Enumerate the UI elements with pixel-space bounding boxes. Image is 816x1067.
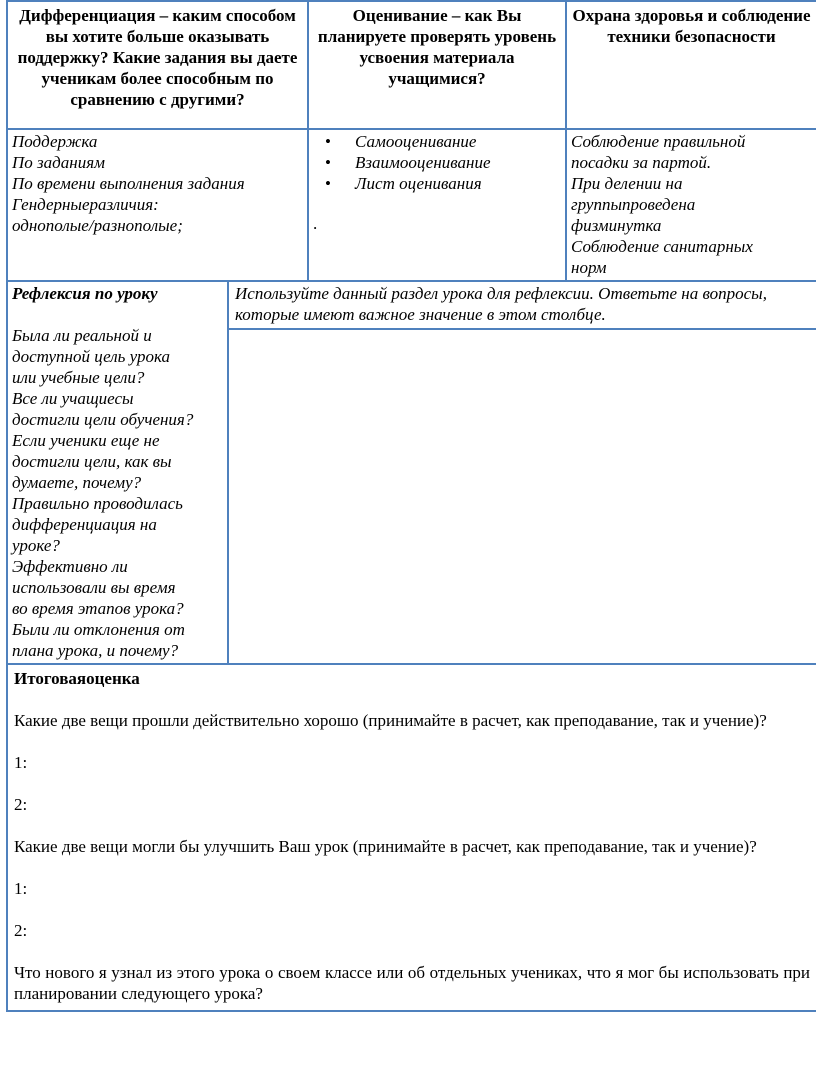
assessment-item: Лист оценивания (355, 174, 482, 193)
reflection-question: Все ли учащиесы (12, 389, 134, 408)
final-title: Итоговаяоценка (14, 669, 140, 688)
reflection-question: достигли цели, как вы (12, 452, 172, 471)
reflection-question: думаете, почему? (12, 473, 142, 492)
reflection-question: Если ученики еще не (12, 431, 160, 450)
reflection-question: доступной цель урока (12, 347, 171, 366)
health-line: Соблюдение санитарных (571, 237, 753, 256)
reflection-answer-cell (228, 329, 816, 664)
final-assessment-cell (7, 664, 816, 1011)
final-question: Какие две вещи прошли действительно хорошо (принимайте в расчет, как преподавание, так и учение)? (14, 711, 767, 730)
reflection-question: уроке? (12, 536, 60, 555)
reflection-question: Эффективно ли (12, 557, 128, 576)
lesson-plan-table (6, 0, 816, 1012)
differentiation-line: Гендерныеразличия: (12, 195, 159, 214)
reflection-question: во время этапов урока? (12, 599, 184, 618)
differentiation-line: По времени выполнения задания (12, 174, 245, 193)
differentiation-line: однополые/разнополые; (12, 216, 183, 235)
header-differentiation: Дифференциация – каким способом вы хотите больше оказывать поддержку? Какие задания вы даете ученикам более способным по сравнению с другими? (7, 1, 308, 129)
reflection-question: использовали вы время (12, 578, 176, 597)
list-item (325, 131, 561, 152)
header-assessment: Оценивание – как Вы планируете проверять уровень усвоения материала учащимися? (308, 1, 566, 129)
reflection-questions-cell (7, 281, 228, 664)
reflection-question: плана урока, и почему? (12, 641, 179, 660)
health-safety-cell (566, 129, 816, 281)
assessment-item: Самооценивание (355, 132, 477, 151)
differentiation-cell (7, 129, 308, 281)
health-line: физминутка (571, 216, 662, 235)
differentiation-line: Поддержка (12, 132, 98, 151)
answer-label: 2: (14, 795, 28, 814)
reflection-question: или учебные цели? (12, 368, 145, 387)
health-line: посадки за партой. (571, 153, 712, 172)
health-line: группыпроведена (571, 195, 696, 214)
list-item (325, 173, 561, 194)
spacer (12, 304, 223, 325)
header-health-safety: Охрана здоровья и соблюдение техники безопасности (566, 1, 816, 129)
final-row (7, 664, 816, 1011)
differentiation-line: По заданиям (12, 153, 105, 172)
list-item (325, 152, 561, 173)
bullet-icon: • (325, 153, 331, 172)
health-line: При делении на (571, 174, 683, 193)
answer-label: 1: (14, 879, 28, 898)
answer-label: 2: (14, 921, 28, 940)
assessment-cell (308, 129, 566, 281)
reflection-question: дифференциация на (12, 515, 157, 534)
health-line: Соблюдение правильной (571, 132, 746, 151)
final-question: Что нового я узнал из этого урока о своем классе или об отдельных учениках, что я мог бы использовать при планировании следующего урока? (14, 963, 811, 1003)
reflection-title: Рефлексия по уроку (12, 284, 158, 303)
answer-label: 1: (14, 753, 28, 772)
final-question: Какие две вещи могли бы улучшить Ваш урок (принимайте в расчет, как преподавание, так и учение)? (14, 837, 757, 856)
reflection-row (7, 281, 816, 329)
reflection-instruction: Используйте данный раздел урока для рефлексии. Ответьте на вопросы, которые имеют важное значение в этом столбце. (228, 281, 816, 329)
reflection-question: Были ли отклонения от (12, 620, 185, 639)
bullet-icon: • (325, 174, 331, 193)
reflection-question: Была ли реальной и (12, 326, 152, 345)
bullet-icon: • (325, 132, 331, 151)
header-row (7, 1, 816, 129)
stray-dot: . (313, 214, 318, 233)
assessment-list (313, 131, 561, 194)
health-line: норм (571, 258, 607, 277)
assessment-item: Взаимооценивание (355, 153, 491, 172)
reflection-question: Правильно проводилась (12, 494, 183, 513)
content-row (7, 129, 816, 281)
reflection-question: достигли цели обучения? (12, 410, 194, 429)
